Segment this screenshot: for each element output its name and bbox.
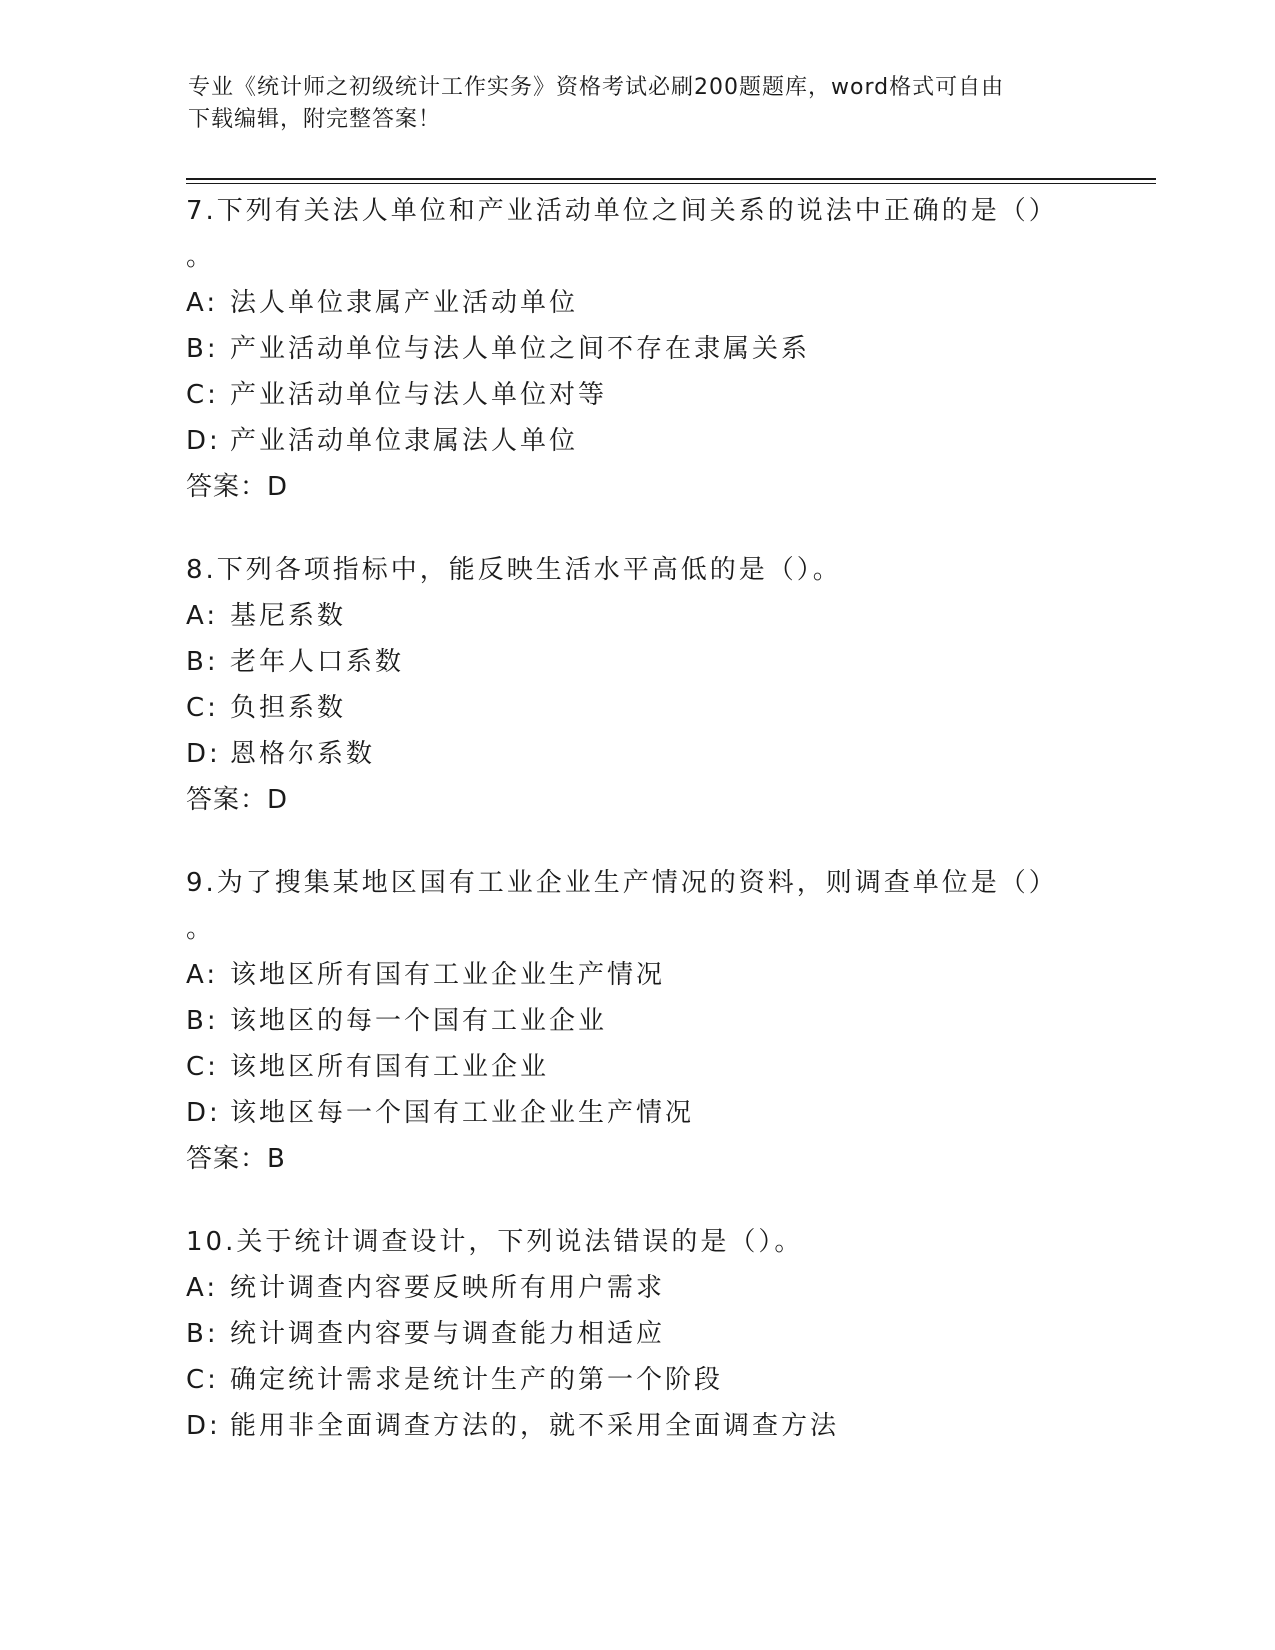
header-line-1: 专业《统计师之初级统计工作实务》资格考试必刷200题题库，word格式可自由 (188, 75, 1005, 100)
option-letter: B: (186, 647, 219, 677)
option-a (186, 593, 1146, 639)
option-d (186, 731, 1146, 777)
option-b (186, 1311, 1146, 1357)
question-stem (186, 1219, 1146, 1265)
question-stem-text: 8.下列各项指标中，能反映生活水平高低的是（）。 (186, 555, 842, 585)
option-letter: A: (186, 960, 219, 990)
option-letter: C: (186, 693, 219, 723)
option-text: 该地区所有国有工业企业 (230, 1052, 550, 1082)
option-c (186, 372, 1146, 418)
option-letter: B: (186, 1006, 219, 1036)
header-divider-thick (186, 178, 1156, 180)
question-9 (186, 860, 1146, 1182)
option-text: 恩格尔系数 (230, 739, 376, 769)
option-letter: C: (186, 1052, 219, 1082)
question-stem-text: 10.关于统计调查设计，下列说法错误的是（）。 (186, 1227, 804, 1257)
option-letter: A: (186, 288, 219, 318)
option-text: 确定统计需求是统计生产的第一个阶段 (230, 1365, 724, 1395)
option-letter: A: (186, 1273, 219, 1303)
option-letter: C: (186, 380, 219, 410)
option-b (186, 326, 1146, 372)
option-c (186, 1044, 1146, 1090)
option-text: 老年人口系数 (230, 647, 405, 677)
option-text: 统计调查内容要与调查能力相适应 (230, 1319, 666, 1349)
question-stem (186, 860, 1146, 952)
option-a (186, 952, 1146, 998)
question-10 (186, 1219, 1146, 1449)
option-a (186, 280, 1146, 326)
option-letter: B: (186, 334, 219, 364)
option-c (186, 685, 1146, 731)
option-text: 法人单位隶属产业活动单位 (230, 288, 579, 318)
answer-line: 答案：B (186, 1144, 286, 1174)
option-d (186, 1403, 1146, 1449)
document-header (188, 72, 1068, 136)
question-list (186, 188, 1146, 1486)
option-b (186, 998, 1146, 1044)
option-text: 产业活动单位与法人单位之间不存在隶属关系 (230, 334, 811, 364)
question-stem (186, 188, 1146, 280)
option-letter: D: (186, 739, 221, 769)
option-text: 产业活动单位隶属法人单位 (230, 426, 579, 456)
option-d (186, 1090, 1146, 1136)
answer-line: 答案：D (186, 472, 289, 502)
option-c (186, 1357, 1146, 1403)
option-d (186, 418, 1146, 464)
option-letter: D: (186, 1411, 221, 1441)
header-divider-thin (186, 183, 1156, 184)
answer-line: 答案：D (186, 785, 289, 815)
question-8 (186, 547, 1146, 823)
question-stem (186, 547, 1146, 593)
option-text: 能用非全面调查方法的，就不采用全面调查方法 (230, 1411, 840, 1441)
question-7 (186, 188, 1146, 510)
option-b (186, 639, 1146, 685)
option-text: 负担系数 (230, 693, 347, 723)
option-letter: B: (186, 1319, 219, 1349)
option-letter: D: (186, 1098, 221, 1128)
header-line-2: 下载编辑，附完整答案！ (188, 107, 442, 132)
question-stem-text: 7.下列有关法人单位和产业活动单位之间关系的说法中正确的是（） (186, 196, 1058, 226)
option-text: 基尼系数 (230, 601, 347, 631)
option-letter: C: (186, 1365, 219, 1395)
option-text: 该地区所有国有工业企业生产情况 (230, 960, 666, 990)
question-stem-continuation: 。 (186, 914, 216, 944)
option-text: 该地区的每一个国有工业企业 (230, 1006, 608, 1036)
option-text: 统计调查内容要反映所有用户需求 (230, 1273, 666, 1303)
option-letter: A: (186, 601, 219, 631)
option-letter: D: (186, 426, 221, 456)
question-stem-text: 9.为了搜集某地区国有工业企业生产情况的资料，则调查单位是（） (186, 868, 1058, 898)
option-text: 产业活动单位与法人单位对等 (230, 380, 608, 410)
question-stem-continuation: 。 (186, 242, 216, 272)
option-text: 该地区每一个国有工业企业生产情况 (230, 1098, 695, 1128)
option-a (186, 1265, 1146, 1311)
